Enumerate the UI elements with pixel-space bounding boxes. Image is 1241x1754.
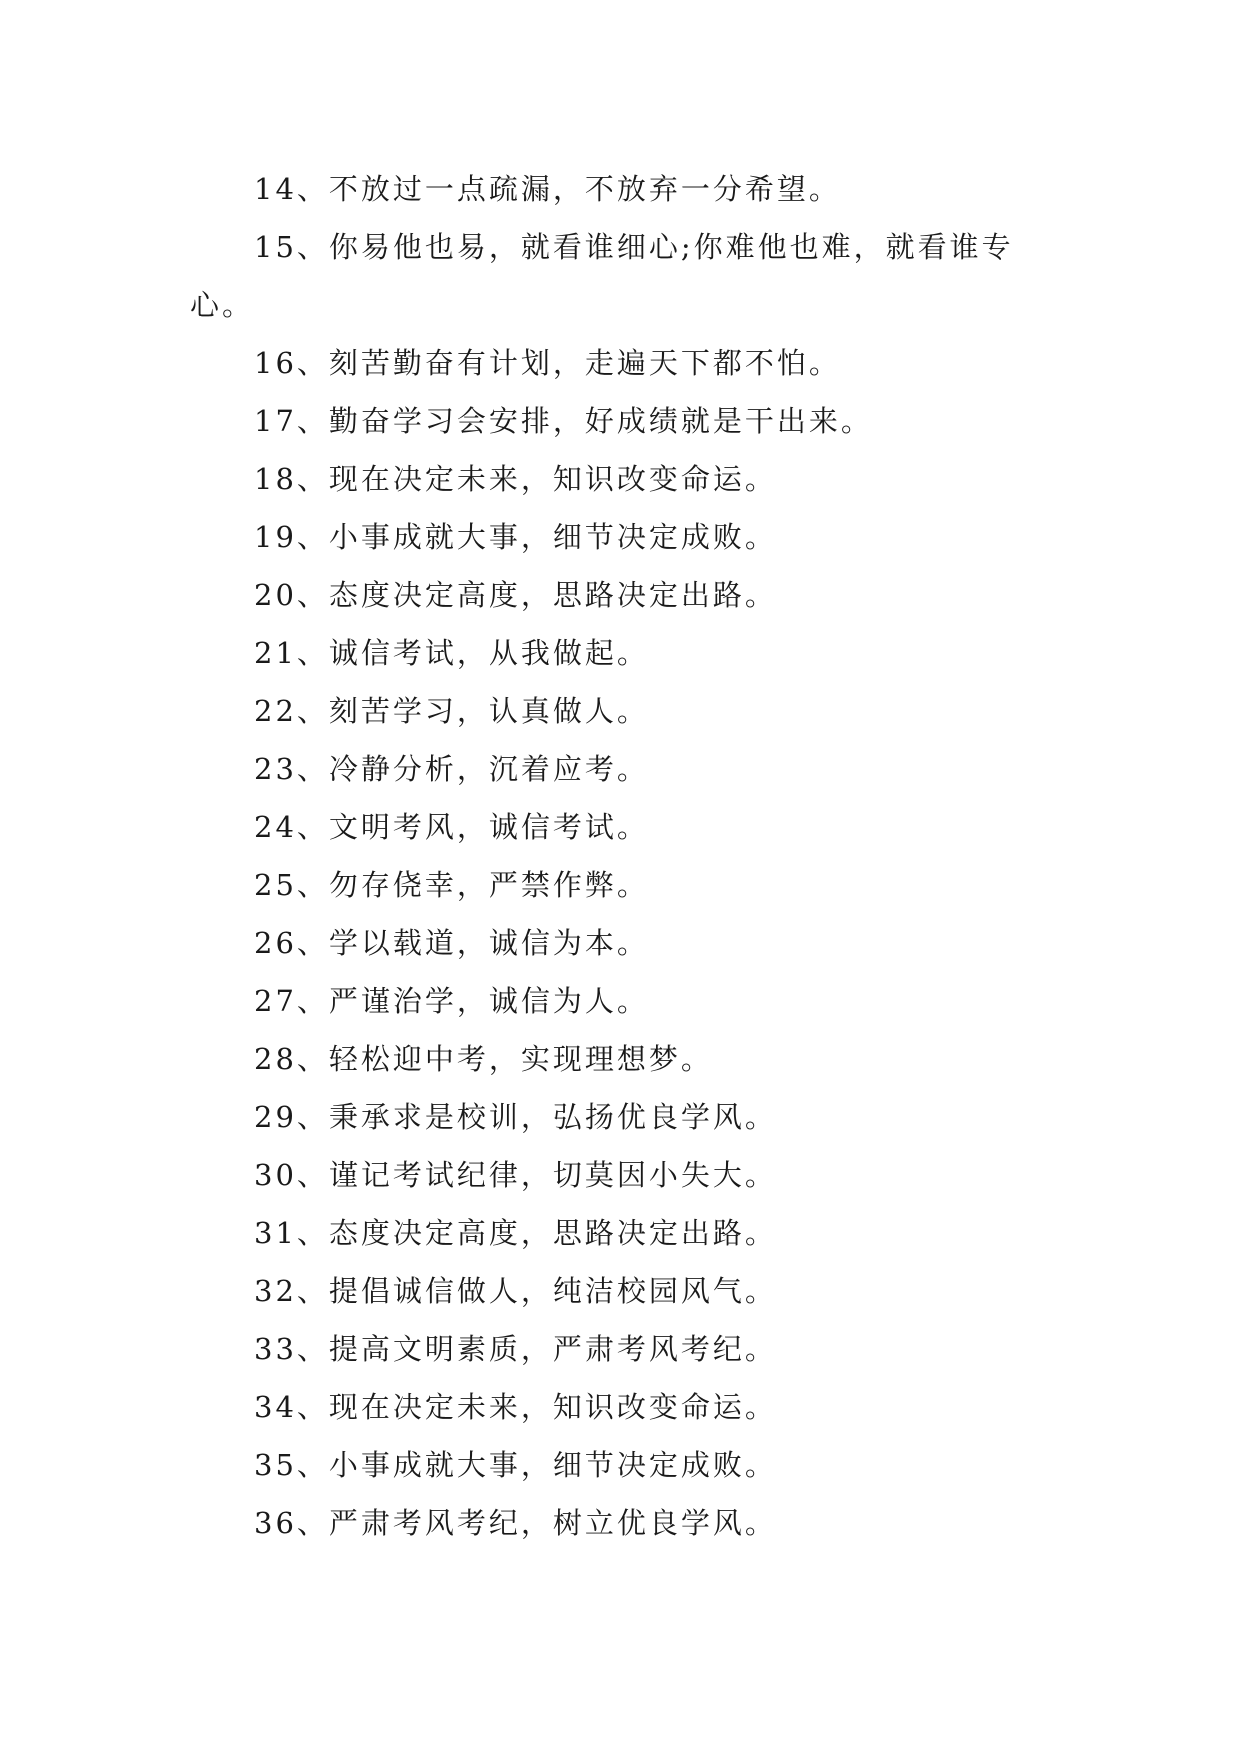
slogan-item-17: 17、勤奋学习会安排，好成绩就是干出来。 [254, 404, 873, 438]
slogan-item-21: 21、诚信考试，从我做起。 [254, 636, 649, 670]
slogan-item-15: 15、你易他也易，就看谁细心;你难他也难，就看谁专心。 [190, 230, 1014, 322]
slogan-item-32: 32、提倡诚信做人，纯洁校园风气。 [254, 1274, 777, 1308]
slogan-item-30: 30、谨记考试纪律，切莫因小失大。 [254, 1158, 777, 1192]
slogan-item-28: 28、轻松迎中考，实现理想梦。 [254, 1042, 713, 1076]
slogan-item-34: 34、现在决定未来，知识改变命运。 [254, 1390, 777, 1424]
slogan-item-33: 33、提高文明素质，严肃考风考纪。 [254, 1332, 777, 1366]
slogan-item-20: 20、态度决定高度，思路决定出路。 [254, 578, 777, 612]
slogan-item-16: 16、刻苦勤奋有计划，走遍天下都不怕。 [254, 346, 841, 380]
slogan-item-24: 24、文明考风，诚信考试。 [254, 810, 649, 844]
slogan-item-29: 29、秉承求是校训，弘扬优良学风。 [254, 1100, 777, 1134]
slogan-item-23: 23、冷静分析，沉着应考。 [254, 752, 649, 786]
slogan-item-31: 31、态度决定高度，思路决定出路。 [254, 1216, 777, 1250]
slogan-item-22: 22、刻苦学习，认真做人。 [254, 694, 649, 728]
slogan-item-27: 27、严谨治学，诚信为人。 [254, 984, 649, 1018]
slogan-item-35: 35、小事成就大事，细节决定成败。 [254, 1448, 777, 1482]
slogan-item-36: 36、严肃考风考纪，树立优良学风。 [254, 1506, 777, 1540]
slogan-item-18: 18、现在决定未来，知识改变命运。 [254, 462, 777, 496]
slogan-item-25: 25、勿存侥幸，严禁作弊。 [254, 868, 649, 902]
slogan-item-26: 26、学以载道，诚信为本。 [254, 926, 649, 960]
slogan-item-14: 14、不放过一点疏漏，不放弃一分希望。 [254, 172, 841, 206]
slogan-list [190, 160, 1060, 1552]
slogan-item-19: 19、小事成就大事，细节决定成败。 [254, 520, 777, 554]
